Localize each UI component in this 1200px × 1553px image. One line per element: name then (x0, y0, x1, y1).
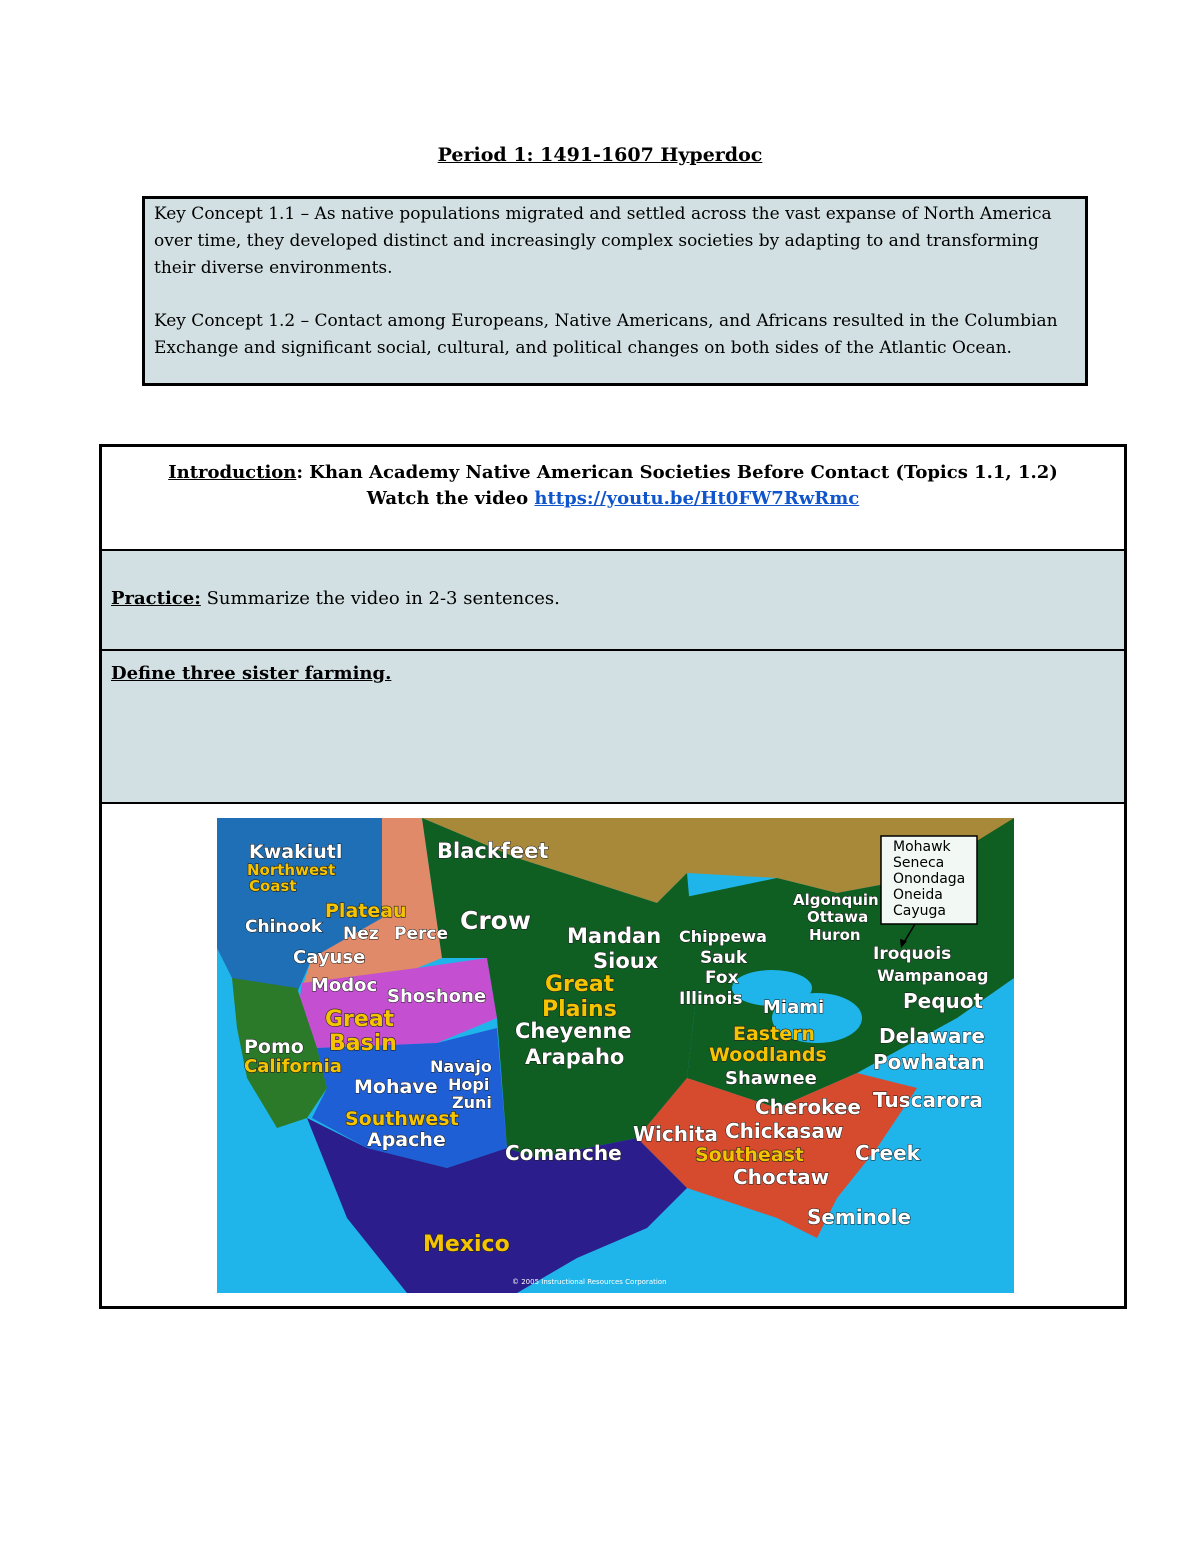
tribe-shawnee: Shawnee (725, 1068, 817, 1089)
region-great-basin-line2: Basin (329, 1031, 397, 1056)
tribe-creek: Creek (855, 1141, 920, 1165)
tribe-delaware: Delaware (879, 1024, 985, 1048)
tribe-pequot: Pequot (903, 989, 984, 1013)
iroquois-nation-5: Cayuga (893, 903, 946, 919)
region-great-plains-line2: Plains (542, 997, 617, 1022)
tribe-apache: Apache (367, 1129, 446, 1151)
tribe-algonquin: Algonquin (793, 891, 879, 909)
tribe-chickasaw: Chickasaw (725, 1119, 844, 1143)
tribe-illinois: Illinois (679, 989, 743, 1009)
map-copyright: © 2005 Instructional Resources Corporation (512, 1278, 667, 1286)
tribe-hopi: Hopi (448, 1075, 490, 1094)
tribe-modoc: Modoc (311, 975, 378, 996)
tribe-mandan: Mandan (567, 924, 662, 948)
tribe-pomo: Pomo (244, 1036, 304, 1058)
hyperdoc-table (99, 444, 1127, 1309)
tribe-sauk: Sauk (700, 948, 748, 968)
tribe-chippewa: Chippewa (679, 927, 767, 946)
define-cell[interactable] (102, 649, 1124, 804)
region-california: California (244, 1056, 342, 1077)
tribe-crow: Crow (460, 906, 531, 935)
tribe-perce: Perce (394, 924, 448, 944)
tribe-tuscarora: Tuscarora (873, 1088, 983, 1112)
tribe-wampanoag: Wampanoag (877, 966, 989, 985)
region-mexico: Mexico (423, 1232, 510, 1257)
tribe-seminole: Seminole (807, 1205, 912, 1229)
tribe-cherokee: Cherokee (755, 1095, 861, 1119)
practice-prompt: Summarize the video in 2-3 sentences. (200, 588, 560, 609)
tribe-sioux: Sioux (593, 949, 659, 973)
iroquois-nation-2: Seneca (893, 855, 945, 871)
introduction-text: : Khan Academy Native American Societies Before Contact (Topics 1.1, 1.2) (296, 462, 1058, 483)
tribe-ottawa: Ottawa (807, 908, 869, 926)
tribe-cayuse: Cayuse (293, 947, 366, 968)
iroquois-nation-4: Oneida (893, 887, 943, 903)
tribe-choctaw: Choctaw (733, 1165, 830, 1189)
key-concept-1-2: Key Concept 1.2 – Contact among Europeans, Native Americans, and Africans resulted in the Columbian Exchange and significant social, cultural, and political changes on both sides of the Atlantic Ocean. (154, 311, 1058, 358)
tribe-blackfeet: Blackfeet (437, 839, 549, 863)
tribe-cheyenne: Cheyenne (515, 1019, 632, 1043)
tribe-fox: Fox (705, 968, 739, 988)
tribe-huron: Huron (809, 926, 861, 944)
region-plateau: Plateau (325, 900, 407, 922)
tribe-wichita: Wichita (633, 1122, 718, 1146)
tribe-mohave: Mohave (354, 1076, 438, 1098)
practice-cell[interactable] (102, 549, 1124, 649)
page-title: Period 1: 1491-1607 Hyperdoc (437, 144, 763, 166)
introduction-cell (102, 447, 1124, 549)
tribe-miami: Miami (763, 997, 825, 1018)
native-american-regions-map (217, 818, 1014, 1293)
tribe-iroquois: Iroquois (873, 944, 952, 964)
tribe-arapaho: Arapaho (525, 1045, 625, 1069)
tribe-nez: Nez (343, 924, 379, 944)
iroquois-nation-3: Onondaga (893, 871, 966, 887)
tribe-comanche: Comanche (505, 1141, 622, 1165)
tribe-powhatan: Powhatan (873, 1050, 985, 1074)
iroquois-nation-1: Mohawk (893, 839, 951, 855)
key-concepts-box (142, 196, 1088, 386)
region-northwest-coast-line1: Northwest (247, 861, 336, 879)
tribe-zuni: Zuni (452, 1093, 492, 1112)
watch-video-text: Watch the video (366, 488, 535, 509)
define-prompt: Define three sister farming. (111, 663, 392, 684)
region-eastern-woodlands-line2: Woodlands (709, 1044, 827, 1066)
tribe-kwakiutl: Kwakiutl (249, 841, 343, 863)
tribe-chinook: Chinook (245, 917, 323, 937)
region-eastern-woodlands-line1: Eastern (733, 1023, 815, 1045)
tribe-shoshone: Shoshone (387, 986, 487, 1007)
region-southwest: Southwest (345, 1108, 459, 1130)
region-great-basin-line1: Great (325, 1007, 395, 1032)
introduction-label: Introduction (168, 462, 297, 483)
video-link[interactable]: https://youtu.be/Ht0FW7RwRmc (534, 488, 860, 509)
tribe-navajo: Navajo (430, 1057, 492, 1076)
region-northwest-coast-line2: Coast (249, 877, 297, 895)
region-southeast: Southeast (695, 1144, 804, 1166)
key-concept-1-1: Key Concept 1.1 – As native populations migrated and settled across the vast expanse of North America over time, they developed distinct and increasingly complex societies by adapting to and transforming their diverse environments. (154, 204, 1052, 278)
region-great-plains-line1: Great (545, 972, 615, 997)
practice-label: Practice: (111, 588, 201, 609)
